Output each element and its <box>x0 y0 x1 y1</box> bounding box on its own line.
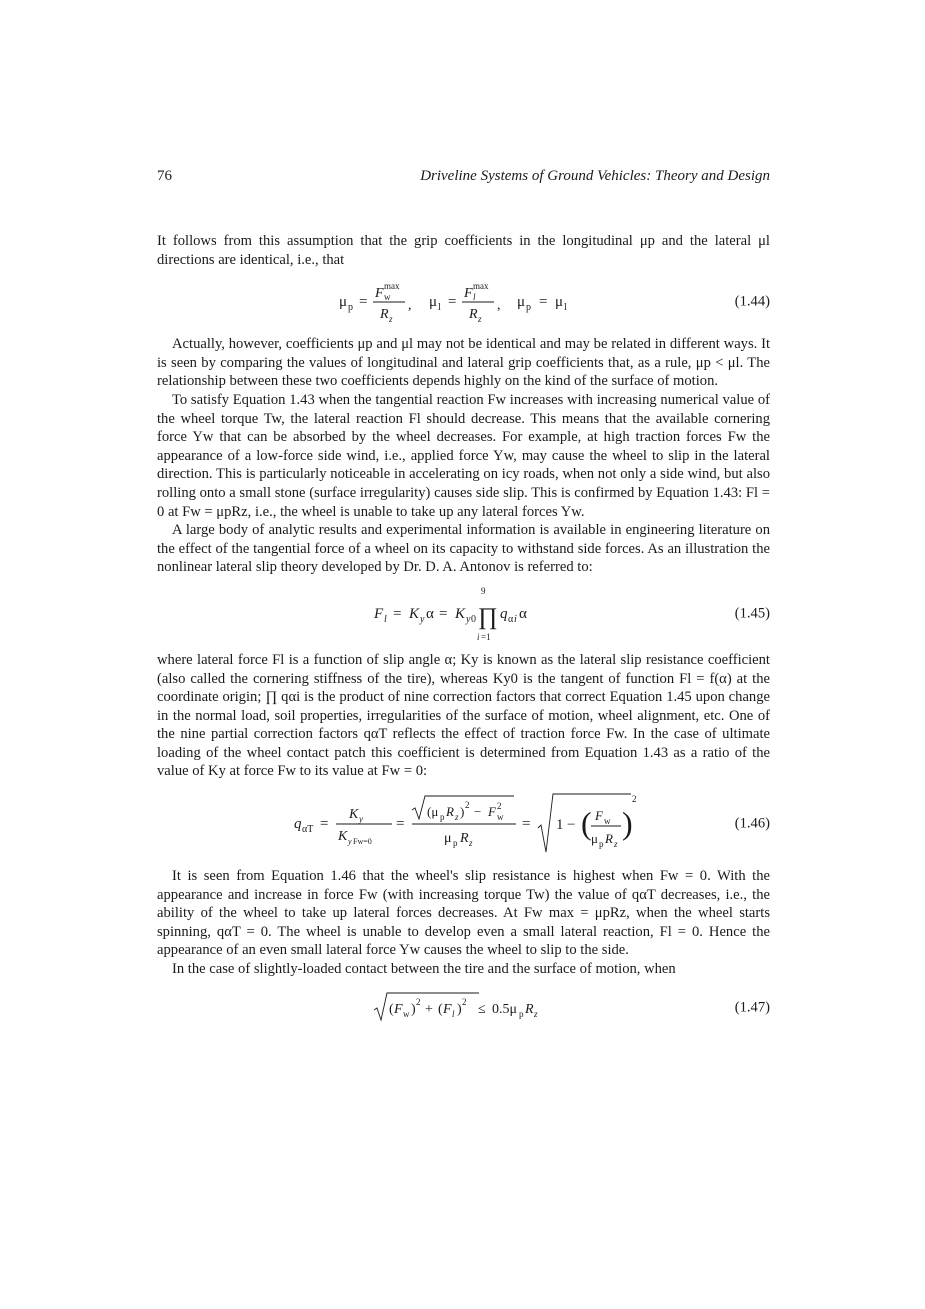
svg-text:0: 0 <box>470 613 476 625</box>
svg-text:9: 9 <box>480 585 485 596</box>
svg-text:=: = <box>447 294 456 311</box>
running-title: Driveline Systems of Ground Vehicles: Theory and Design <box>420 168 770 184</box>
svg-text:R: R <box>524 1001 534 1017</box>
svg-text:αT: αT <box>301 824 313 836</box>
svg-text:l: l <box>451 1008 455 1019</box>
svg-text:(: ( <box>437 1001 443 1017</box>
equation-1-47 <box>157 979 770 1037</box>
svg-text:F: F <box>442 1001 452 1017</box>
paragraph-1: It follows from this assumption that the grip coefficients in the longitudinal μp and the lateral μl directions are identical, i.e., that <box>157 233 770 268</box>
svg-text:2: 2 <box>496 801 501 812</box>
paragraph-7: In the case of slightly-loaded contact between the tire and the surface of motion, when <box>172 961 676 978</box>
svg-text:≤: ≤ <box>477 1001 486 1017</box>
paragraph-5: where lateral force Fl is a function of slip angle α; Ky is known as the lateral slip resistance coefficient (also called the cornering stiffness of the tire), whereas Ky0 is the tangent of function Fl = f(α) at the coordinate origin; ∏ qαi is the product of nine correction factors that correct Equation 1.45 upon change in the normal load, soil properties, irregularities of the surface of motion, wheel alignment, etc. One of the nine partial correction factors qαT reflects the effect of traction force Fw. In the case of ultimate loading of the wheel contact patch this coefficient is determined from Equation 1.43 as a ratio of the value of Ky at force Fw to its value at Fw = 0: <box>157 651 770 780</box>
equation-number: (1.47) <box>734 999 770 1016</box>
paragraph-6: It is seen from Equation 1.46 that the wheel's slip resistance is highest when Fw = 0. With the appearance and increase in force Fw (with increasing torque Tw) the value of qαT decreases, i.e., the ability of the wheel to take up lateral forces decreases. At Fw max = μpRz, when the wheel starts spinning, qαT = 0. The wheel is unable to develop even a small lateral reaction, Fl = 0. Hence the appearance of an even small lateral force Yw causes the wheel to slip to the side. <box>157 868 770 959</box>
svg-text:q: q <box>499 605 507 622</box>
svg-text:,: , <box>407 298 411 314</box>
svg-text:z: z <box>388 314 393 325</box>
svg-text:+: + <box>424 1001 433 1017</box>
svg-text:μ: μ <box>590 831 598 847</box>
svg-text:2: 2 <box>464 800 469 811</box>
svg-text:−: − <box>566 817 575 834</box>
svg-text:w: w <box>496 812 503 823</box>
svg-text:α: α <box>507 613 513 625</box>
svg-text:p: p <box>518 1008 523 1019</box>
equation-1-47-graphic <box>374 990 554 1026</box>
svg-text:l: l <box>437 302 441 314</box>
svg-text:F: F <box>373 605 383 622</box>
svg-text:=: = <box>358 294 367 311</box>
svg-text:μ: μ <box>554 294 563 311</box>
svg-text:): ) <box>456 1001 462 1017</box>
equation-number: (1.45) <box>734 605 770 622</box>
svg-text:l: l <box>383 613 387 625</box>
svg-text:R: R <box>445 804 454 820</box>
svg-text:Fw=0: Fw=0 <box>352 837 372 847</box>
svg-text:F: F <box>594 808 603 824</box>
equation-1-46-graphic <box>294 792 634 856</box>
svg-text:p: p <box>598 839 603 850</box>
svg-text:(: ( <box>388 1001 394 1017</box>
svg-text:R: R <box>604 831 613 847</box>
equation-1-44-graphic <box>339 277 589 327</box>
svg-text:z: z <box>468 838 473 849</box>
svg-text:(μ: (μ <box>426 804 438 820</box>
svg-text:w: w <box>383 292 390 303</box>
paragraph-4: A large body of analytic results and experimental information is available in engineering literature on the effect of the tangential force of a wheel on its capacity to withstand side forces. As an illustration the nonlinear lateral slip theory developed by Dr. D. A. Antonov is referred to: <box>157 522 770 576</box>
svg-text:max: max <box>383 281 399 292</box>
svg-text:=: = <box>538 294 547 311</box>
svg-text:2: 2 <box>631 794 636 805</box>
svg-text:w: w <box>603 816 610 827</box>
svg-text:R: R <box>468 307 478 323</box>
page-header <box>157 168 770 188</box>
svg-text:1: 1 <box>555 817 563 834</box>
svg-text:i: i <box>513 613 517 625</box>
svg-text:y: y <box>465 613 470 625</box>
page-number: 76 <box>157 168 172 184</box>
svg-text:z: z <box>477 314 482 325</box>
svg-text:=: = <box>395 816 404 833</box>
svg-text:F: F <box>393 1001 403 1017</box>
equation-number: (1.44) <box>734 293 770 310</box>
svg-text:R: R <box>459 831 469 847</box>
svg-text:i: i <box>476 631 480 642</box>
svg-text:y: y <box>347 837 352 847</box>
svg-text:): ) <box>410 1001 416 1017</box>
svg-text:p: p <box>525 302 531 314</box>
svg-text:∏: ∏ <box>477 603 498 630</box>
svg-text:): ) <box>459 804 464 820</box>
svg-text:p: p <box>347 302 353 314</box>
svg-text:l: l <box>563 302 567 314</box>
svg-text:K: K <box>454 605 465 622</box>
svg-text:0.5μ: 0.5μ <box>491 1001 517 1017</box>
svg-text:(: ( <box>580 805 592 842</box>
svg-text:−: − <box>473 804 481 820</box>
svg-text:max: max <box>472 281 488 292</box>
svg-text:z: z <box>613 839 618 850</box>
page-body <box>157 232 770 1037</box>
svg-text:F: F <box>487 804 496 820</box>
equation-1-44 <box>157 269 770 335</box>
paragraph-3: To satisfy Equation 1.43 when the tangential reaction Fw increases with increasing numerical value of the wheel torque Tw, the lateral reaction Fl should decrease. This means that the available cornering force Yw that can be absorbed by the wheel decreases. For example, at high traction forces Fw the appearance of a low-force side wind, i.e., applied force Yw, may cause the wheel to slip in the lateral direction. This is particularly noticeable in accelerating on icy roads, when not only a side wind, but also rolling onto a small stone (surface irregularity) causes side slip. This is confirmed by Equation 1.43: Fl = 0 at Fw = μpRz, i.e., the wheel is unable to take up any lateral forces Yw. <box>157 391 770 520</box>
svg-text:K: K <box>337 829 347 845</box>
svg-text:K: K <box>348 807 358 823</box>
equation-1-45-graphic <box>374 584 554 644</box>
svg-text:=1: =1 <box>480 631 491 642</box>
paragraph-2: Actually, however, coefficients μp and μl may not be identical and may be related in different ways. It is seen by comparing the values of longitudinal and lateral grip coefficients that, as a rule, μp < μl. The relationship between these two coefficients depends highly on the kind of the surface of motion. <box>157 336 770 390</box>
svg-text:y: y <box>358 814 363 825</box>
svg-text:=: = <box>319 816 328 833</box>
svg-text:p: p <box>439 812 444 823</box>
svg-text:μ: μ <box>516 294 525 311</box>
equation-1-45 <box>157 577 770 651</box>
svg-text:): ) <box>621 805 633 842</box>
svg-text:=: = <box>438 605 447 622</box>
svg-text:=: = <box>392 605 401 622</box>
svg-text:R: R <box>379 307 389 323</box>
svg-text:K: K <box>408 605 419 622</box>
svg-text:α: α <box>425 605 434 622</box>
svg-text:2: 2 <box>415 996 420 1007</box>
svg-text:μ: μ <box>443 831 452 847</box>
svg-text:l: l <box>472 292 476 303</box>
equation-1-46 <box>157 781 770 867</box>
svg-text:μ: μ <box>428 294 437 311</box>
svg-text:z: z <box>454 812 459 823</box>
svg-text:2: 2 <box>461 996 466 1007</box>
svg-text:μ: μ <box>338 294 347 311</box>
svg-text:w: w <box>402 1008 409 1019</box>
svg-text:F: F <box>374 286 384 302</box>
svg-text:α: α <box>518 605 527 622</box>
svg-text:F: F <box>463 286 473 302</box>
svg-text:q: q <box>293 816 301 833</box>
svg-text:,: , <box>496 298 500 314</box>
svg-text:p: p <box>452 838 457 849</box>
svg-text:=: = <box>521 816 530 833</box>
svg-text:y: y <box>419 613 424 625</box>
svg-text:z: z <box>533 1008 538 1019</box>
equation-number: (1.46) <box>734 815 770 832</box>
